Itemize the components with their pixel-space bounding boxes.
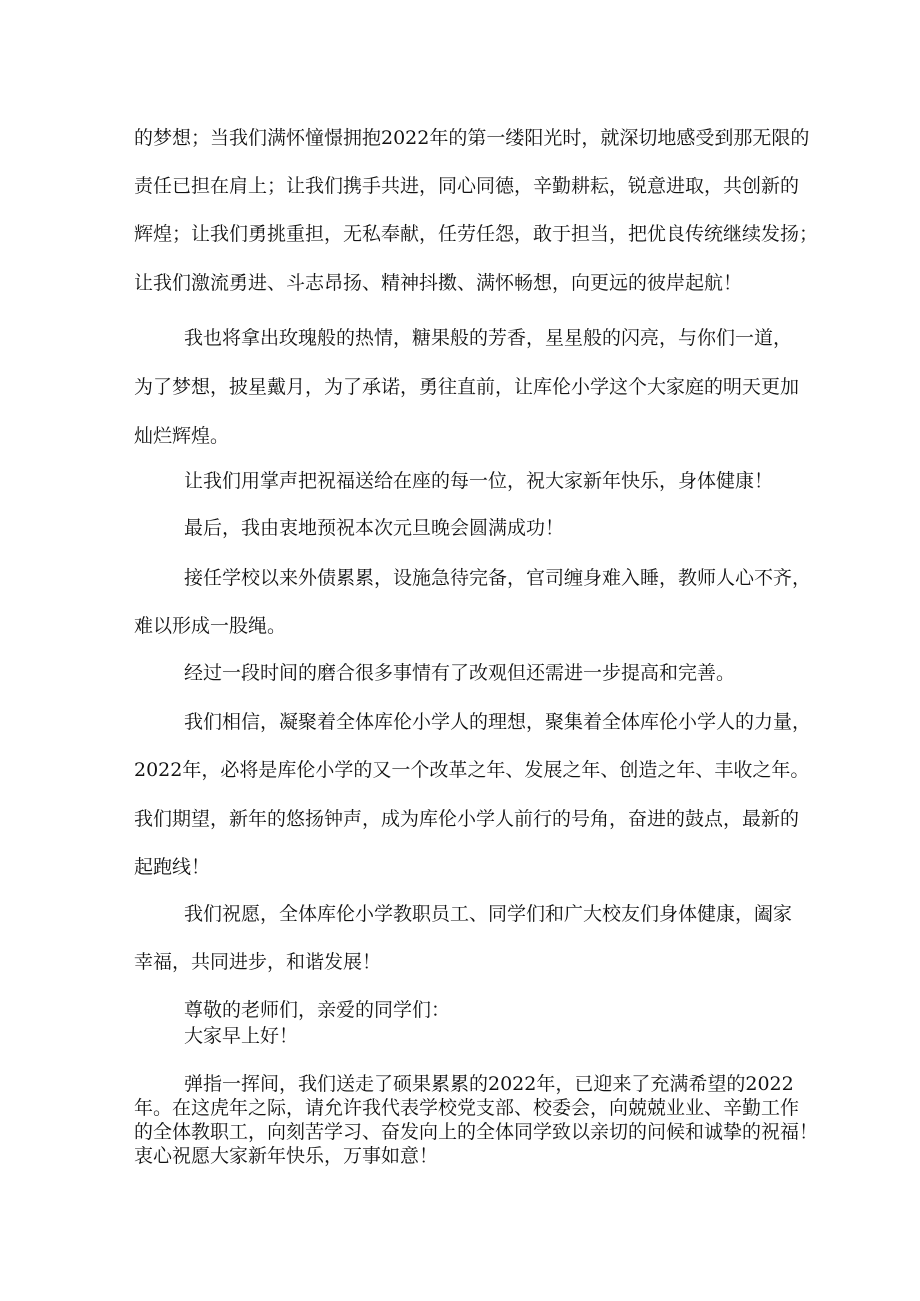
paragraph-line: 接任学校以来外债累累，设施急待完备，官司缠身难入睡，教师人心不齐， bbox=[184, 567, 812, 589]
paragraph-line: 责任已担在肩上；让我们携手共进，同心同德，辛勤耕耘，锐意进取，共创新的 bbox=[134, 175, 800, 197]
paragraph-line: 2022年，必将是库伦小学的又一个改革之年、发展之年、创造之年、丰收之年。 bbox=[134, 759, 810, 781]
paragraph-line: 辉煌；让我们勇挑重担，无私奉献，任劳任怨，敢于担当，把优良传统继续发扬； bbox=[134, 223, 819, 245]
paragraph-line: 最后，我由衷地预祝本次元旦晚会圆满成功！ bbox=[184, 517, 565, 539]
paragraph-line: 的梦想；当我们满怀憧憬拥抱2022年的第一缕阳光时，就深切地感受到那无限的 bbox=[134, 127, 810, 149]
paragraph-line: 为了梦想，披星戴月，为了承诺，勇往直前，让库伦小学这个大家庭的明天更加 bbox=[134, 376, 800, 398]
paragraph-line: 衷心祝愿大家新年快乐，万事如意！ bbox=[134, 1145, 439, 1167]
paragraph-line: 幸福，共同进步，和谐发展！ bbox=[134, 951, 382, 973]
paragraph-line: 让我们激流勇进、斗志昂扬、精神抖擞、满怀畅想，向更远的彼岸起航！ bbox=[134, 272, 743, 294]
paragraph-line: 弹指一挥间，我们送走了硕果累累的2022年，已迎来了充满希望的2022 bbox=[184, 1073, 794, 1095]
paragraph-line: 我也将拿出玫瑰般的热情，糖果般的芳香，星星般的闪亮，与你们一道， bbox=[184, 327, 793, 349]
paragraph-line: 的全体教职工，向刻苦学习、奋发向上的全体同学致以亲切的问候和诚挚的祝福！ bbox=[134, 1121, 819, 1143]
paragraph-line: 我们相信，凝聚着全体库伦小学人的理想，聚集着全体库伦小学人的力量， bbox=[184, 711, 812, 733]
paragraph-line: 灿烂辉煌。 bbox=[134, 425, 230, 447]
paragraph-line: 我们祝愿，全体库伦小学教职员工、同学们和广大校友们身体健康，阖家 bbox=[184, 903, 793, 925]
paragraph-line: 年。在这虎年之际，请允许我代表学校党支部、校委会，向兢兢业业、辛勤工作 bbox=[134, 1097, 800, 1119]
paragraph-line: 让我们用掌声把祝福送给在座的每一位，祝大家新年快乐，身体健康！ bbox=[184, 470, 774, 492]
paragraph-line: 我们期望，新年的悠扬钟声，成为库伦小学人前行的号角，奋进的鼓点，最新的 bbox=[134, 808, 800, 830]
salutation-line: 尊敬的老师们，亲爱的同学们： bbox=[184, 999, 451, 1021]
paragraph-line: 起跑线！ bbox=[134, 856, 211, 878]
paragraph-line: 经过一段时间的磨合很多事情有了改观但还需进一步提高和完善。 bbox=[184, 662, 736, 684]
paragraph-line: 难以形成一股绳。 bbox=[134, 615, 287, 637]
greeting-line: 大家早上好！ bbox=[184, 1025, 299, 1047]
